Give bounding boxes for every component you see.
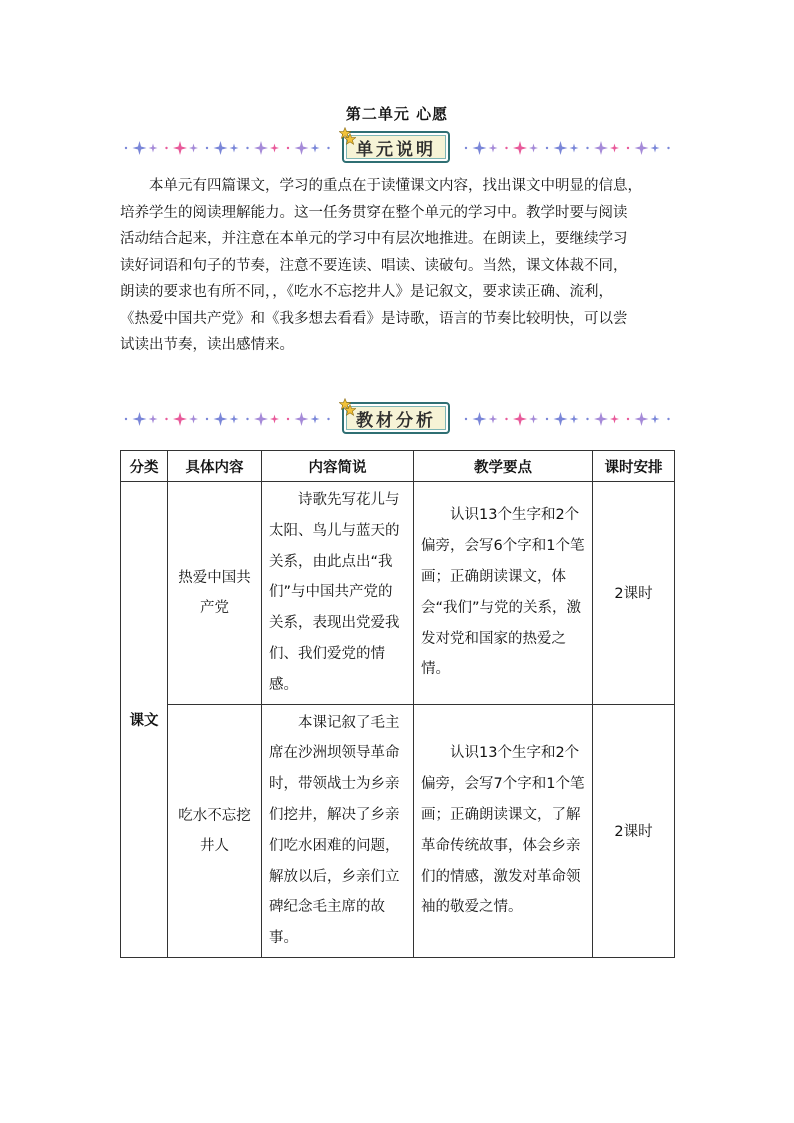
sparkle-icon	[594, 412, 608, 426]
paragraph-line: 朗读的要求也有所不同，，《吃水不忘挖井人》是记叙文，要求读正确、流利，	[120, 284, 613, 300]
sparkle-icon	[230, 415, 239, 424]
sparkle-icon	[651, 144, 660, 153]
sparkle-dot	[206, 147, 208, 149]
sparkle-dot	[546, 147, 548, 149]
sparkle-dot	[125, 418, 127, 420]
sparkle-icon	[513, 412, 527, 426]
unit-description-paragraph	[120, 173, 674, 359]
teaching-points-cell	[414, 482, 593, 705]
summary-text: 本课记叙了毛主席在沙洲坝领导革命时，带领战士为乡亲们挖井，解决了乡亲们吃水困难的问题，解放以后，乡亲们立碑纪念毛主席的故事。	[269, 714, 400, 947]
sparkle-icon	[189, 415, 198, 424]
table-row	[121, 482, 675, 705]
sparkle-dot	[246, 147, 248, 149]
sparkle-dot	[125, 147, 127, 149]
summary-text: 诗歌先写花儿与太阳、鸟儿与蓝天的关系，由此点出“我们”与中国共产党的关系，表现出党爱我们、我们爱党的情感。	[269, 492, 400, 693]
paragraph-line: 本单元有四篇课文，学习的重点在于读懂课文内容，找出课文中明显的信息，	[149, 178, 642, 194]
section-heading-textbook-analysis: 教材分析	[356, 410, 436, 431]
sparkle-dot	[586, 147, 588, 149]
sparkle-dot	[287, 147, 289, 149]
sparkle-icon	[489, 415, 498, 424]
header-teaching-points: 教学要点	[414, 451, 593, 482]
content-cell: 吃水不忘挖井人	[168, 704, 262, 957]
table-row	[121, 704, 675, 957]
sparkle-dot	[327, 147, 329, 149]
sparkle-icon	[554, 412, 568, 426]
section-heading-unit-description: 单元说明	[356, 139, 436, 160]
sparkle-icon	[149, 144, 158, 153]
sparkle-dot	[287, 418, 289, 420]
paragraph-line: 读好词语和句子的节奏，注意不要连读、唱读、读破句。当然，课文体裁不同，	[120, 257, 628, 274]
schedule-cell: 2课时	[593, 482, 675, 705]
sparkle-icon	[513, 141, 527, 155]
sparkle-dot	[505, 147, 507, 149]
sparkle-dot	[627, 147, 629, 149]
sparkle-dot	[586, 418, 588, 420]
header-schedule: 课时安排	[593, 451, 675, 482]
sparkle-icon	[610, 144, 619, 153]
sparkle-icon	[295, 412, 309, 426]
section-banner-textbook-analysis	[120, 404, 674, 434]
sparkle-icon	[311, 415, 320, 424]
sparkle-icon	[635, 412, 649, 426]
teaching-points-text: 认识13个生字和2个偏旁，会写6个字和1个笔画；正确朗读课文，体会“我们”与党的关系，激发对党和国家的热爱之情。	[421, 507, 585, 678]
sparkle-dot	[505, 418, 507, 420]
sparkle-dot	[627, 418, 629, 420]
header-category: 分类	[121, 451, 168, 482]
content-cell: 热爱中国共产党	[168, 482, 262, 705]
sparkle-dot	[546, 418, 548, 420]
page-title: 第二单元 心愿	[345, 105, 449, 123]
header-summary: 内容简说	[262, 451, 414, 482]
sparkle-icon	[554, 141, 568, 155]
sparkle-icon	[270, 144, 279, 153]
sparkle-dot	[465, 418, 467, 420]
textbook-analysis-table	[120, 450, 675, 958]
sparkle-icon	[270, 415, 279, 424]
sparkle-dot	[667, 418, 669, 420]
section-banner-unit-description	[120, 133, 674, 163]
sparkle-icon	[189, 144, 198, 153]
header-content: 具体内容	[168, 451, 262, 482]
sparkle-icon	[254, 412, 268, 426]
sparkle-dot	[165, 418, 167, 420]
sparkle-icon	[529, 144, 538, 153]
schedule-cell: 2课时	[593, 704, 675, 957]
sparkle-icon	[133, 412, 147, 426]
sparkle-icon	[230, 144, 239, 153]
sparkle-icon	[570, 144, 579, 153]
sparkle-dot	[327, 418, 329, 420]
sparkle-dot	[206, 418, 208, 420]
sparkle-icon	[173, 412, 187, 426]
summary-cell	[262, 482, 414, 705]
category-cell: 课文	[121, 482, 168, 958]
sparkle-icon	[254, 141, 268, 155]
sparkle-icon	[295, 141, 309, 155]
sparkle-dot	[246, 418, 248, 420]
section-heading-box	[342, 131, 450, 163]
paragraph-line: 活动结合起来，并注意在本单元的学习中有层次地推进。在朗读上，要继续学习	[120, 231, 628, 247]
sparkle-icon	[311, 144, 320, 153]
section-heading-box	[342, 402, 450, 434]
sparkle-dot	[165, 147, 167, 149]
teaching-points-text: 认识13个生字和2个偏旁，会写7个字和1个笔画；正确朗读课文，了解革命传统故事，体会乡亲们的情感，激发对革命领袖的敬爱之情。	[421, 745, 585, 916]
sparkle-icon	[610, 415, 619, 424]
sparkle-icon	[529, 415, 538, 424]
sparkle-icon	[570, 415, 579, 424]
sparkle-icon	[635, 141, 649, 155]
sparkle-icon	[489, 144, 498, 153]
sparkle-icon	[214, 141, 228, 155]
paragraph-line: 培养学生的阅读理解能力。这一任务贯穿在整个单元的学习中。教学时要与阅读	[120, 204, 628, 221]
teaching-points-cell	[414, 704, 593, 957]
summary-cell	[262, 704, 414, 957]
sparkle-icon	[594, 141, 608, 155]
star-icon	[344, 133, 356, 145]
table-header-row	[121, 451, 675, 482]
sparkle-icon	[473, 412, 487, 426]
paragraph-line: 试读出节奏，读出感情来。	[120, 337, 294, 353]
sparkle-dot	[465, 147, 467, 149]
sparkle-icon	[651, 415, 660, 424]
sparkle-icon	[133, 141, 147, 155]
sparkle-icon	[149, 415, 158, 424]
sparkle-dot	[667, 147, 669, 149]
paragraph-line: 《热爱中国共产党》和《我多想去看看》是诗歌，语言的节奏比较明快，可以尝	[120, 310, 628, 327]
sparkle-icon	[173, 141, 187, 155]
sparkle-icon	[473, 141, 487, 155]
star-icon	[344, 404, 356, 416]
sparkle-icon	[214, 412, 228, 426]
